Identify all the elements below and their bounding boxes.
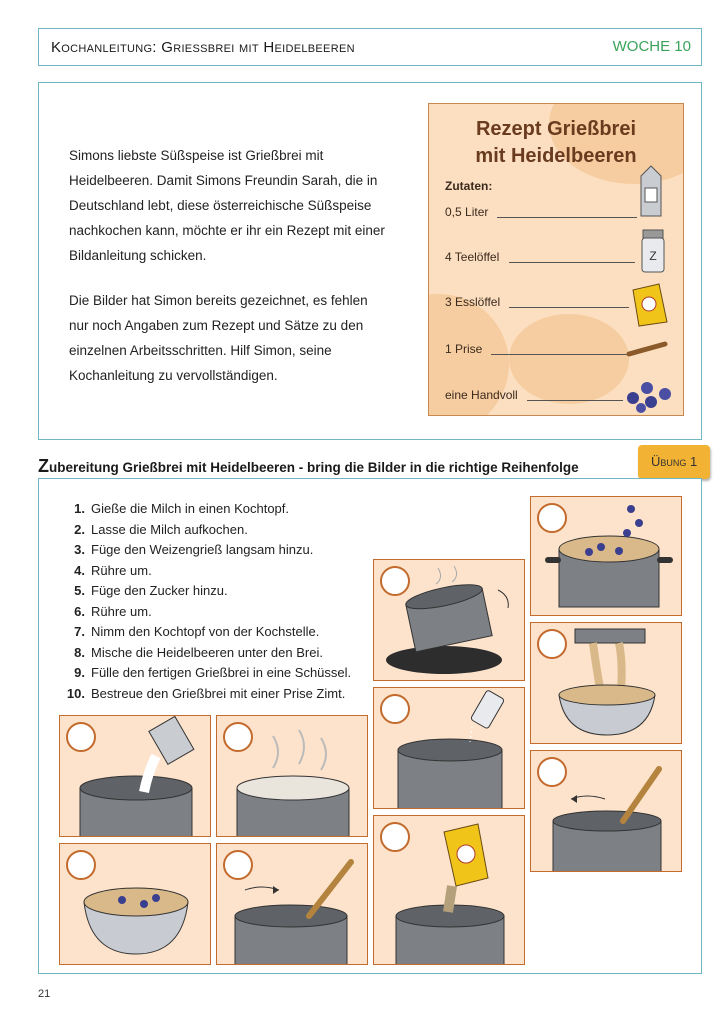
semolina-box-icon (629, 282, 671, 328)
step-text: Bestreue den Grießbrei mit einer Prise Zimt. (91, 685, 346, 701)
step-text: Nimm den Kochtopf von der Kochstelle. (91, 624, 320, 639)
intro-paragraph-1: Simons liebste Süßspeise ist Grießbrei mit Heidelbeeren. Damit Simons Freundin Sarah, die in Deutschland lebt, diese österreichische Süßspeise nachkochen kann, möchte er ihr ein Rezept mit einer Bildanleitung schicken. (69, 148, 385, 263)
picture-panel-add-blueberries (530, 496, 682, 616)
picture-panel-add-cinnamon (59, 843, 211, 965)
order-number-circle[interactable] (380, 566, 410, 596)
order-number-circle[interactable] (223, 850, 253, 880)
cinnamon-stick-icon (625, 338, 671, 360)
picture-panel-add-semolina (373, 815, 525, 965)
picture-panel-remove-from-stove (373, 559, 525, 681)
order-number-circle[interactable] (223, 722, 253, 752)
step-number: 10. (66, 685, 85, 701)
order-number-circle[interactable] (66, 722, 96, 752)
sugar-shaker-icon (639, 226, 667, 276)
step-text: Mische die Heidelbeeren unter den Brei. (91, 644, 323, 660)
picture-panel-stir-1 (216, 843, 368, 965)
order-number-circle[interactable] (380, 694, 410, 724)
step-item (61, 663, 351, 684)
step-item (61, 499, 351, 520)
step-item (61, 684, 351, 705)
ingredient-blueberry-amount: eine Handvoll (445, 388, 518, 402)
exercise-tag-label: Übung 1 (651, 454, 698, 469)
milk-carton-icon (635, 162, 667, 218)
step-number: 8. (74, 644, 85, 660)
order-number-circle[interactable] (66, 850, 96, 880)
header-box (38, 28, 702, 66)
picture-panel-fill-bowl (530, 622, 682, 744)
step-number: 3. (74, 542, 85, 557)
step-text: Füge den Weizengrieß langsam hinzu. (91, 542, 314, 557)
order-number-circle[interactable] (537, 503, 567, 533)
ingredient-blank-line[interactable] (527, 400, 623, 401)
picture-panel-add-sugar (373, 687, 525, 809)
recipe-title-line-1: Rezept Grießbrei (475, 118, 637, 140)
step-number: 5. (74, 583, 85, 598)
ingredient-blank-line[interactable] (497, 217, 637, 218)
ingredient-milk-amount: 0,5 Liter (445, 205, 489, 219)
step-text: Füge den Zucker hinzu. (91, 583, 228, 598)
svg-text:Z: Z (649, 249, 657, 263)
step-item (61, 622, 351, 643)
order-number-circle[interactable] (380, 822, 410, 852)
step-number: 9. (74, 665, 85, 680)
ingredient-blank-line[interactable] (491, 354, 627, 355)
page-number: 21 (38, 988, 51, 1000)
page-title: Kochanleitung: Griessbrei mit Heidelbeeren (51, 39, 355, 56)
ingredient-blank-line[interactable] (509, 307, 629, 308)
recipe-card (428, 103, 684, 416)
picture-panel-stir-2 (530, 750, 682, 872)
step-text: Gieße die Milch in einen Kochtopf. (91, 501, 289, 516)
step-text: Rühre um. (91, 603, 152, 619)
step-item (61, 581, 351, 602)
step-number: 2. (74, 521, 85, 537)
step-number: 4. (74, 562, 85, 578)
step-item (61, 602, 351, 623)
step-text: Fülle den fertigen Grießbrei in eine Schüssel. (91, 665, 352, 680)
step-text: Rühre um. (91, 562, 152, 578)
intro-text (69, 143, 389, 408)
picture-panel-boil-milk (216, 715, 368, 837)
step-item (61, 643, 351, 664)
intro-paragraph-2: Die Bilder hat Simon bereits gezeichnet, es fehlen nur noch Angaben zum Rezept und Sätze zu den einzelnen Arbeitsschritten. Hilf Simon, seine Kochanleitung zu vervollständigen. (69, 293, 368, 383)
picture-panel-pour-milk (59, 715, 211, 837)
step-item (61, 561, 351, 582)
ingredient-semolina-amount: 3 Esslöffel (445, 295, 501, 309)
step-text: Lasse die Milch aufkochen. (91, 521, 248, 537)
step-number: 6. (74, 603, 85, 619)
steps-list (61, 499, 351, 704)
step-item (61, 540, 351, 561)
task-box (38, 478, 702, 974)
exercise-heading (38, 456, 579, 477)
ingredient-blank-line[interactable] (509, 262, 635, 263)
heading-text: ubereitung Grießbrei mit Heidelbeeren - bring die Bilder in die richtige Reihenfolge (49, 460, 579, 475)
week-label: WOCHE 10 (612, 38, 691, 55)
ingredient-sugar-amount: 4 Teelöffel (445, 250, 500, 264)
ingredients-label: Zutaten: (445, 179, 493, 193)
order-number-circle[interactable] (537, 757, 567, 787)
recipe-title-line-2: mit Heidelbeeren (475, 145, 637, 167)
step-item (61, 520, 351, 541)
blueberries-icon (621, 374, 681, 414)
heading-initial: Z (38, 456, 49, 476)
step-number: 7. (74, 624, 85, 639)
exercise-tag (638, 445, 710, 479)
order-number-circle[interactable] (537, 629, 567, 659)
step-number: 1. (74, 501, 85, 516)
ingredient-cinnamon-amount: 1 Prise (445, 342, 483, 356)
